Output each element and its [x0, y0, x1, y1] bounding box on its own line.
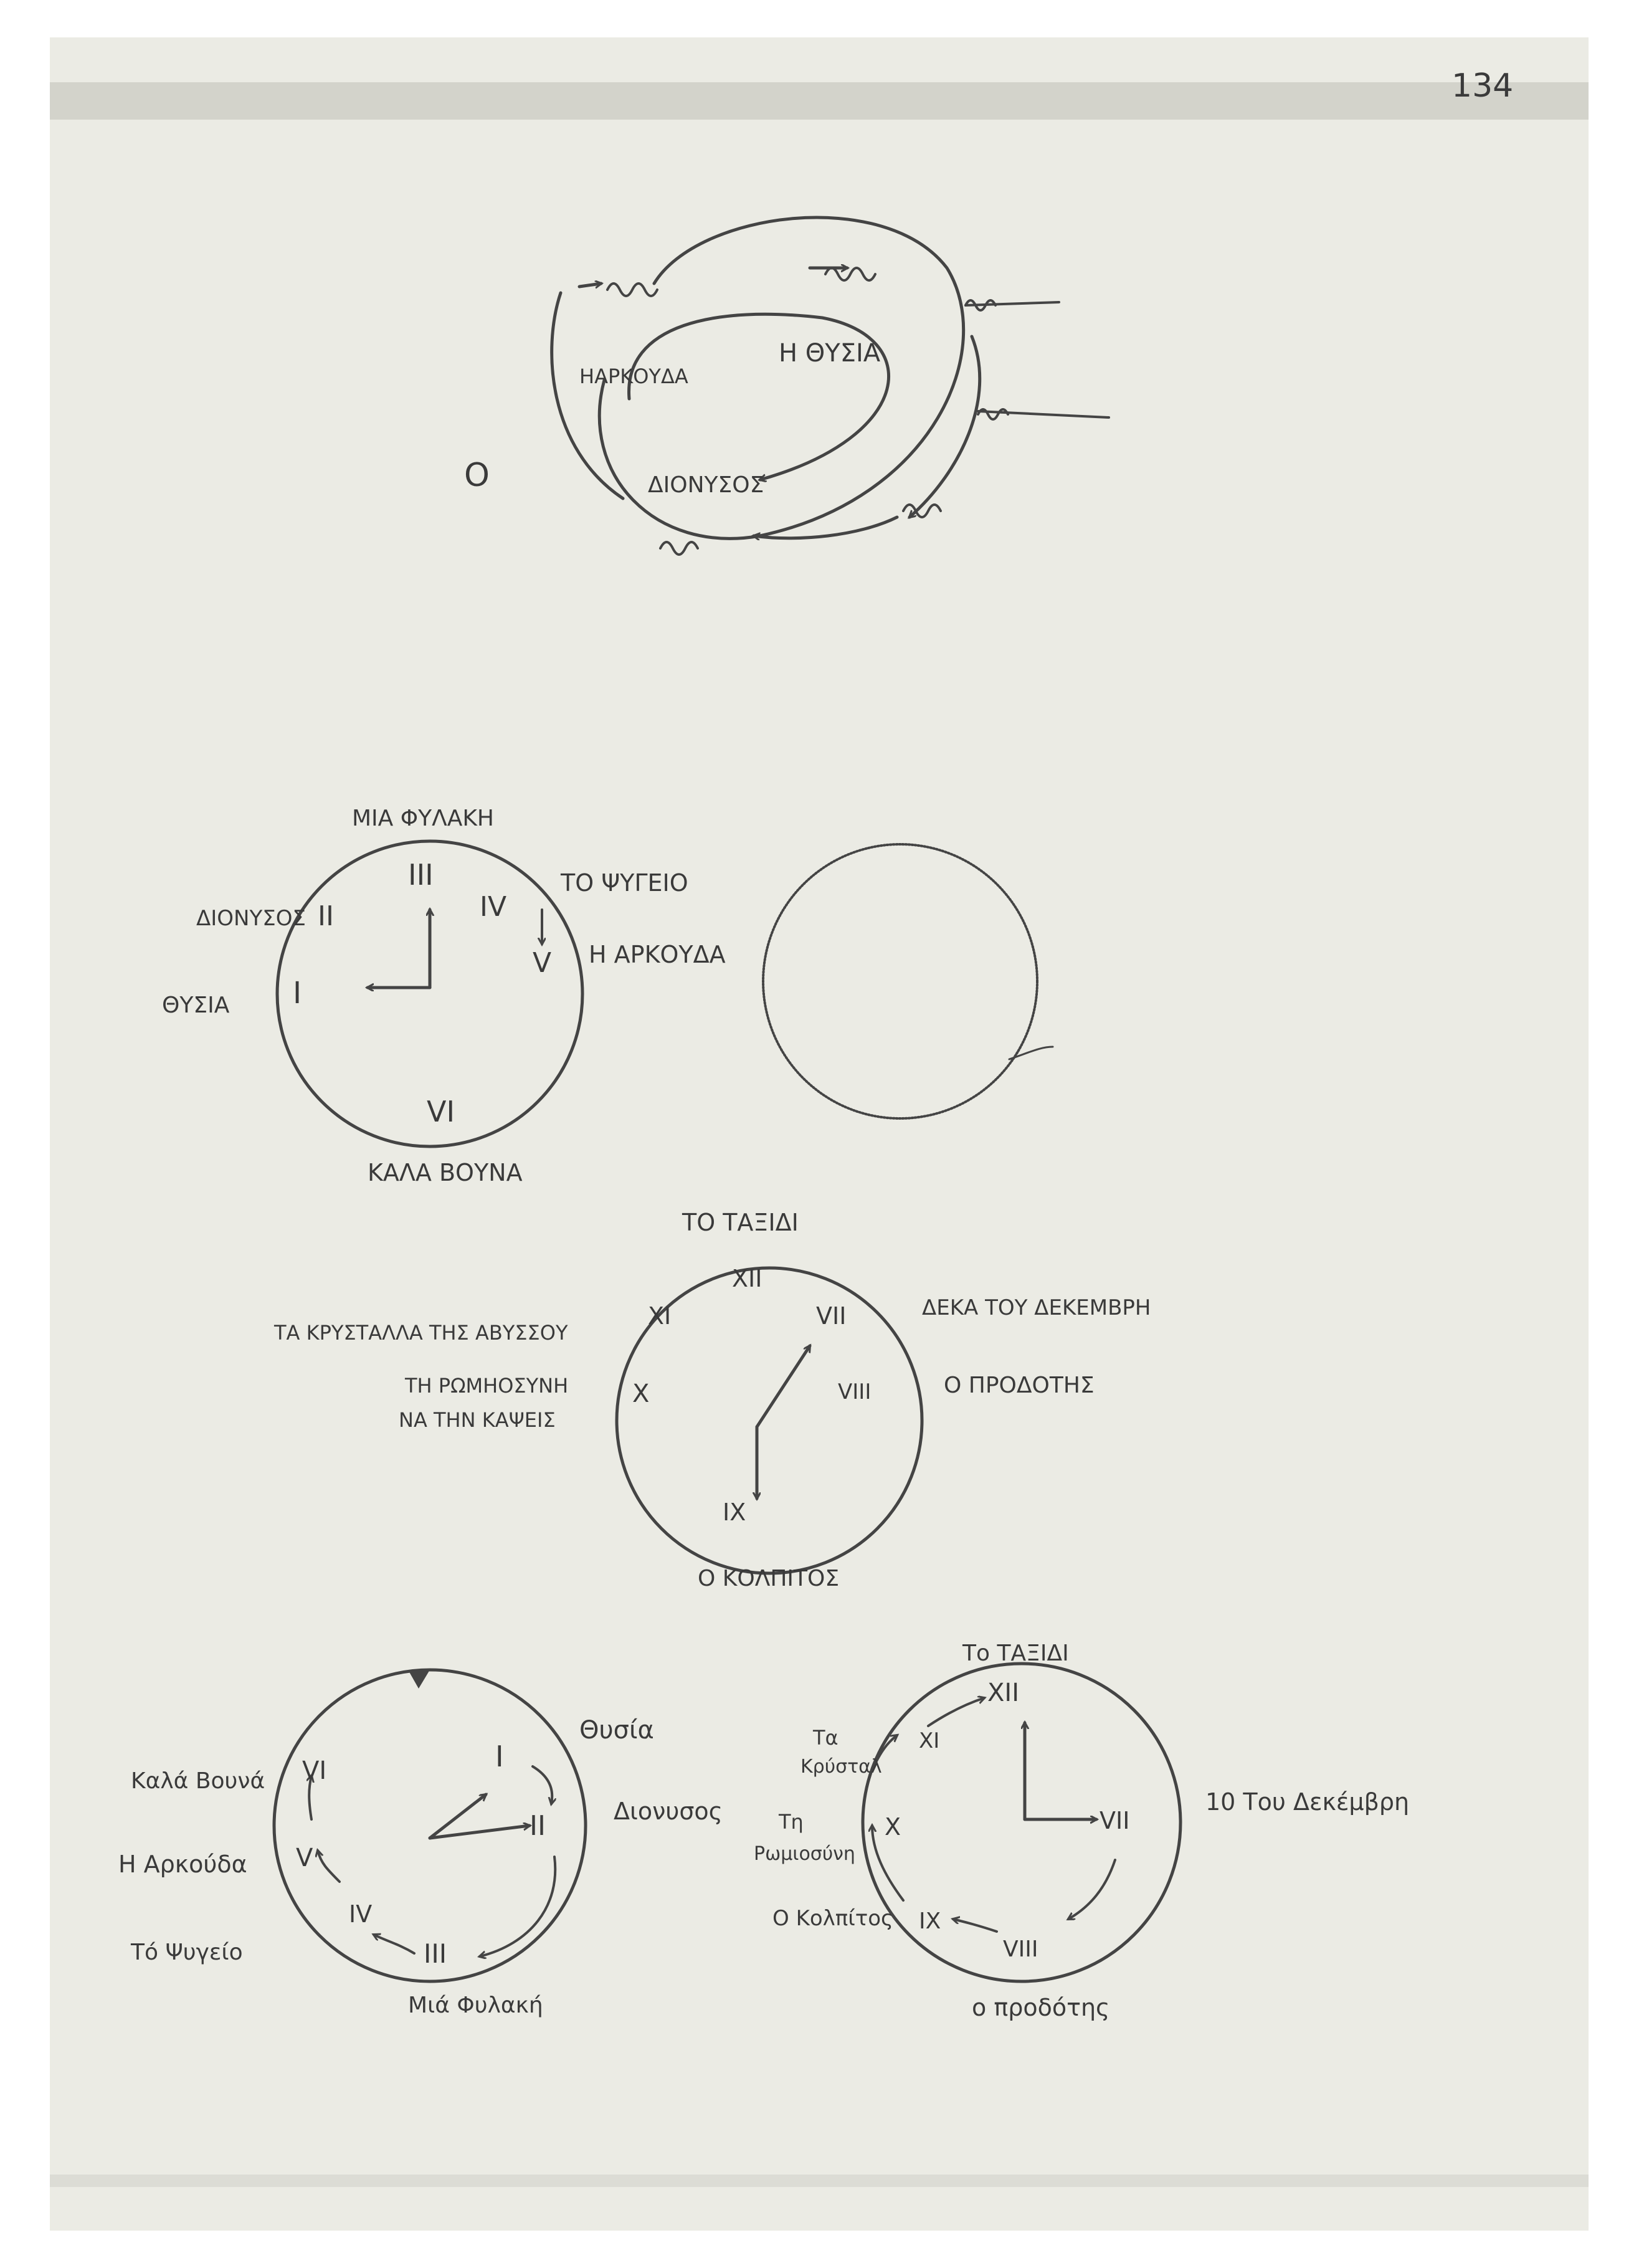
clock-4-numeral-XI: XI [919, 1728, 940, 1753]
clock-3-label-left-mid: Η Αρκούδα [118, 1851, 247, 1878]
clock-2-numeral-VIII: VIII [838, 1379, 872, 1404]
clock-1-numeral-III: III [408, 858, 434, 892]
clock-4-label-top: Το ΤΑΞΙΔΙ [962, 1641, 1069, 1666]
clock-2-numeral-VII: VII [816, 1302, 847, 1330]
clock-4-label-bottom: ο προδότης [972, 1994, 1110, 2021]
clock-1-label-left-upper: ΔΙΟΝΥΣΟΣ [196, 906, 306, 931]
scan-band [50, 82, 1589, 120]
clock-1-numeral-II: II [318, 900, 334, 932]
clock-1-numeral-I: I [293, 976, 302, 1011]
clock-1-numeral-V: V [533, 947, 552, 979]
clock-3-label-left-upper: Καλά Βουνά [131, 1768, 265, 1794]
clock-3-numeral-VI: VI [302, 1756, 327, 1785]
clock-4-label-left-upper-1: Τα [813, 1726, 839, 1750]
clock-3-numeral-III: III [424, 1938, 447, 1969]
clock-3-numeral-II: II [530, 1810, 546, 1842]
clock-4-numeral-X: X [885, 1813, 901, 1841]
clock-3-label-bottom: Μιά Φυλακή [408, 1993, 543, 2018]
clock-2-numeral-XII: XII [732, 1265, 762, 1292]
scan-band-bottom [50, 2175, 1589, 2187]
clock-1-numeral-IV: IV [480, 891, 507, 923]
cycle-left-label: ΗΑΡΚΟΥΔΑ [579, 364, 688, 388]
clock-4-label-right: 10 Του Δεκέμβρη [1205, 1788, 1410, 1816]
clock-2-numeral-IX: IX [723, 1498, 746, 1526]
clock-4-label-left-mid-1: Τη [779, 1810, 804, 1834]
clock-2-numeral-XI: XI [648, 1302, 672, 1330]
clock-4-numeral-XII: XII [987, 1679, 1019, 1707]
clock-4-numeral-VIII: VIII [1003, 1937, 1038, 1962]
clock-1-label-bottom: ΚΑΛΑ ΒΟΥΝΑ [368, 1159, 523, 1186]
clock-2-label-right: Ο ΠΡΟΔΟΤΗΣ [944, 1373, 1095, 1398]
clock-2-label-left-mid-1: ΤΗ ΡΩΜΗΟΣΥΝΗ [405, 1374, 569, 1398]
clock-1-label-top: ΜΙΑ ΦΥΛΑΚΗ [352, 806, 495, 831]
clock-2-label-left-mid-2: ΝΑ ΤΗΝ ΚΑΨΕΙΣ [399, 1408, 556, 1432]
page-number: 134 [1451, 67, 1514, 105]
clock-4-label-left-mid-2: Ρωμιοσύνη [754, 1843, 855, 1865]
clock-2-numeral-X: X [632, 1379, 650, 1408]
clock-4-numeral-IX: IX [919, 1908, 941, 1934]
clock-1-label-right: Η ΑΡΚΟΥΔΑ [589, 941, 726, 968]
cycle-side-mark: O [464, 457, 490, 494]
clock-4-numeral-VII: VII [1100, 1807, 1130, 1834]
clock-3-numeral-V: V [296, 1844, 313, 1872]
clock-3-label-top-right: Θυσία [579, 1716, 654, 1745]
clock-3-label-right: Διονυσος [614, 1798, 723, 1825]
clock-2-label-left-upper: ΤΑ ΚΡΥΣΤΑΛΛΑ ΤΗΣ ΑΒΥΣΣΟΥ [274, 1321, 568, 1345]
clock-4-label-left-lower: Ο Κολπίτος [772, 1906, 893, 1931]
clock-2-label-bottom: Ο ΚΟΛΠΙΤΟΣ [698, 1566, 840, 1591]
cycle-center-label: Η ΘΥΣΙΑ [779, 339, 881, 368]
clock-1-label-left: ΘΥΣΙΑ [162, 993, 230, 1018]
clock-1-numeral-VI: VI [427, 1095, 455, 1128]
clock-4-label-left-upper-2: Κρύσταλ [800, 1756, 882, 1778]
clock-2-label-top: ΤΟ ΤΑΞΙΔΙ [682, 1209, 799, 1236]
clock-3-numeral-I: I [495, 1740, 504, 1773]
clock-3-label-left-lower: Τό Ψυγείο [131, 1940, 243, 1965]
clock-3-numeral-IV: IV [349, 1900, 373, 1928]
clock-1-label-right-upper: ΤΟ ΨΥΓΕΙΟ [561, 869, 688, 897]
clock-2-label-right-upper: ΔΕΚΑ ΤΟΥ ΔΕΚΕΜΒΡΗ [922, 1295, 1151, 1320]
cycle-bottom-label: ΔΙΟΝΥΣΟΣ [648, 472, 764, 498]
